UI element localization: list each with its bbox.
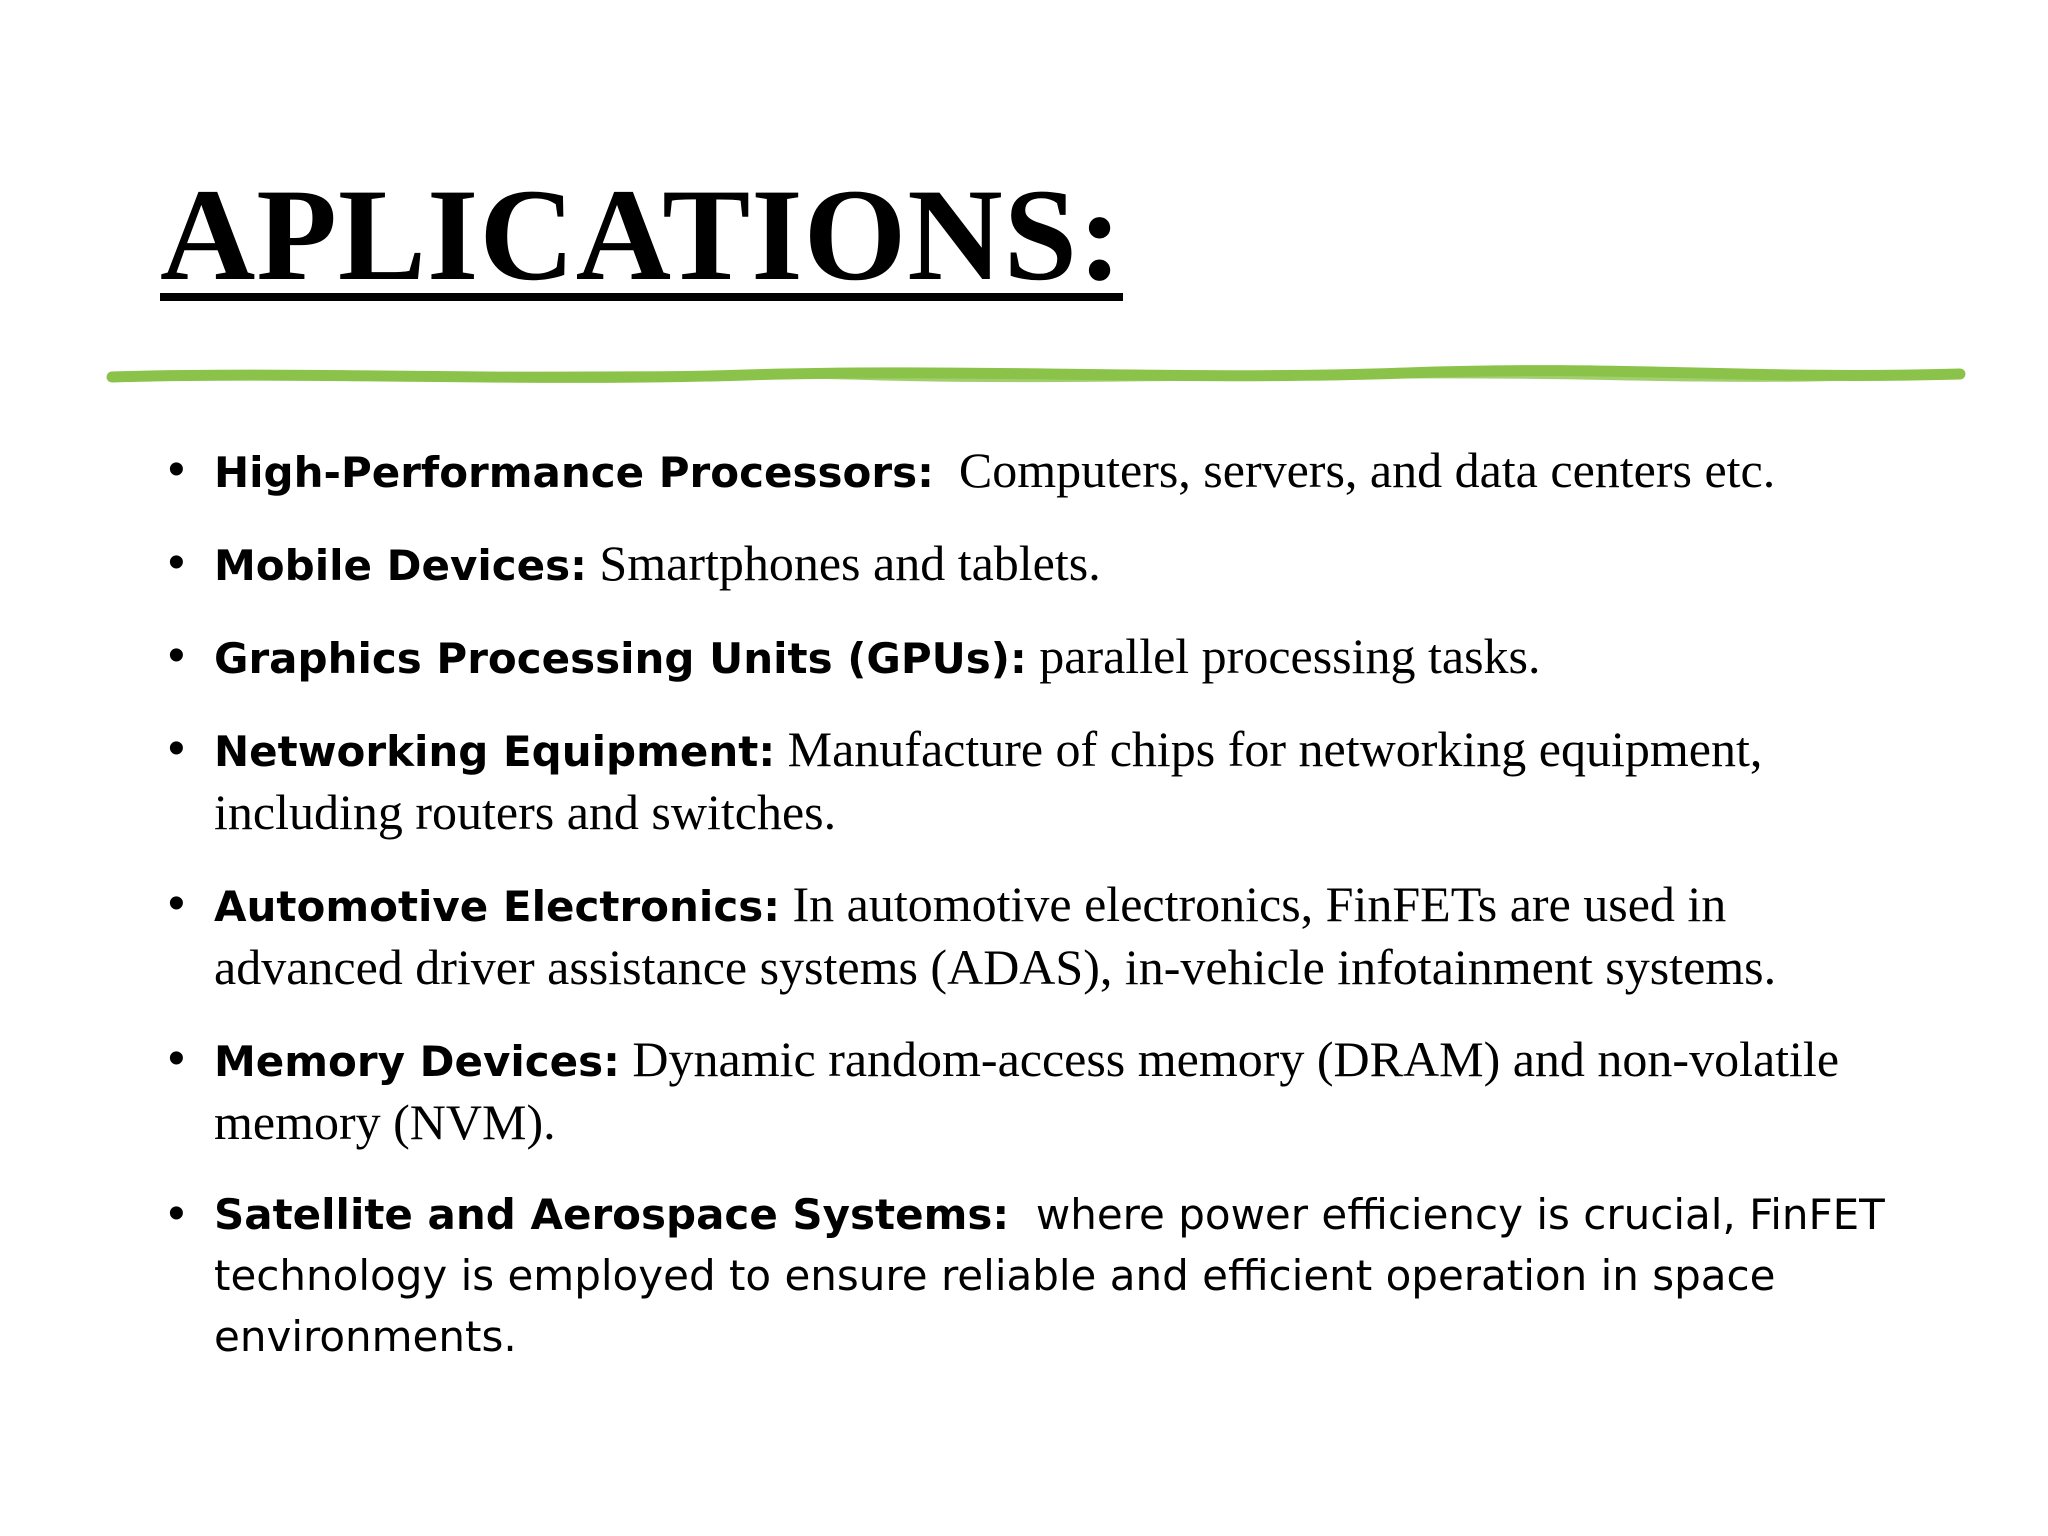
bullet-point: • [168, 629, 185, 682]
item-description: Dynamic random-access memory (DRAM) and non-volatile memory (NVM). [214, 1031, 1840, 1150]
item-term: Networking Equipment: [214, 727, 776, 776]
item-description: Smartphones and tablets. [586, 535, 1101, 591]
item-term: Memory Devices: [214, 1037, 620, 1086]
applications-list [168, 440, 1899, 1397]
item-term: Satellite and Aerospace Systems: [214, 1190, 1010, 1239]
item-term: Graphics Processing Units (GPUs): [214, 634, 1027, 683]
item-description: In automotive electronics, FinFETs are used in advanced driver assistance systems (ADAS), in-vehicle infotainment systems. [214, 876, 1777, 995]
list-item [168, 626, 1888, 689]
list-item [168, 874, 1888, 999]
bullet-point: • [168, 722, 185, 775]
item-description: where power efficiency is crucial, FinFET technology is employed to ensure reliable and efficient operation in space environments. [214, 1190, 1899, 1361]
list-item [168, 719, 1888, 844]
bullet-point: • [168, 877, 185, 930]
slide-title: APLICATIONS: [160, 161, 1124, 308]
bullet-point: • [168, 1032, 185, 1085]
item-description: Manufacture of chips for networking equipment, including routers and switches. [214, 721, 1763, 840]
list-item [168, 440, 1888, 503]
bullet-point: • [168, 1187, 185, 1240]
list-item [168, 1184, 1899, 1367]
list-item [168, 1029, 1888, 1154]
list-item [168, 533, 1888, 596]
item-term: Automotive Electronics: [214, 882, 781, 931]
item-term: Mobile Devices: [214, 541, 587, 590]
bullet-point: • [168, 443, 185, 496]
item-description: parallel processing tasks. [1026, 628, 1541, 684]
item-term: High-Performance Processors: [214, 448, 934, 497]
item-description: Computers, servers, and data centers etc. [933, 442, 1776, 498]
green-brush-divider [106, 360, 1966, 390]
bullet-point: • [168, 536, 185, 589]
